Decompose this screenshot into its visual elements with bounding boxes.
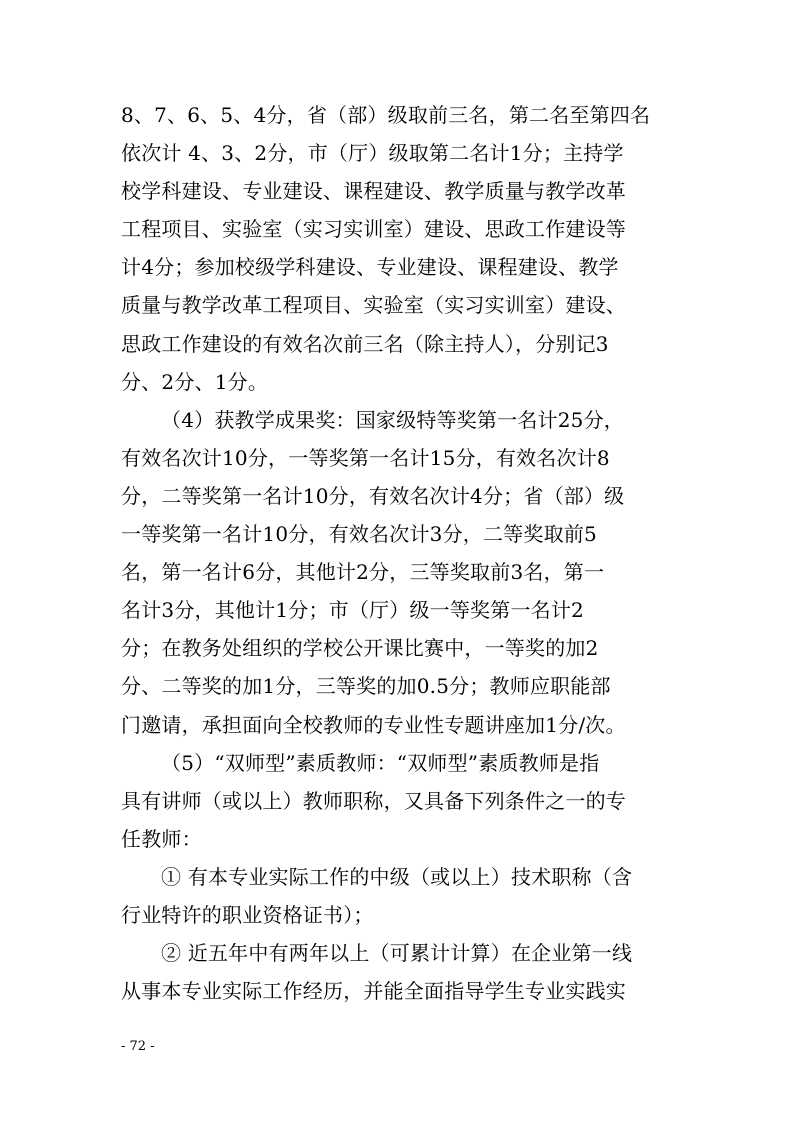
paragraph-start-line: （4）获教学成果奖：国家级特等奖第一名计25分， — [161, 407, 624, 432]
text-line: 校学科建设、专业建设、课程建设、教学质量与教学改革 — [121, 179, 626, 204]
list-item-start-line: ① 有本专业实际工作的中级（或以上）技术职称（含 — [161, 864, 633, 889]
text-line: 分、2分、1分。 — [121, 369, 269, 394]
text-line: 名计3分，其他计1分；市（厅）级一等奖第一名计2 — [121, 598, 584, 623]
text-line: 分；在教务处组织的学校公开课比赛中，一等奖的加2 — [121, 636, 599, 661]
body-text — [121, 96, 681, 1010]
text-line: 从事本专业实际工作经历，并能全面指导学生专业实践实 — [121, 979, 626, 1004]
text-line: 8、7、6、5、4分，省（部）级取前三名，第二名至第四名 — [121, 103, 651, 127]
text-line: 任教师： — [121, 826, 202, 851]
page-number: - 72 - — [121, 1039, 155, 1054]
text-line: 分、二等奖的加1分，三等奖的加0.5分；教师应职能部 — [121, 674, 611, 699]
text-line: 工程项目、实验室（实习实训室）建设、思政工作建设等 — [121, 217, 626, 242]
text-line: 质量与教学改革工程项目、实验室（实习实训室）建设、 — [121, 293, 626, 318]
text-line: 具有讲师（或以上）教师职称，又具备下列条件之一的专 — [121, 788, 626, 813]
text-line: 计4分；参加校级学科建设、专业建设、课程建设、教学 — [121, 255, 619, 280]
text-line: 门邀请，承担面向全校教师的专业性专题讲座加1分/次。 — [121, 712, 626, 737]
text-line: 分，二等奖第一名计10分，有效名次计4分；省（部）级 — [121, 483, 625, 508]
text-line: 一等奖第一名计10分，有效名次计3分，二等奖取前5 — [121, 522, 597, 547]
text-line: 依次计 4、3、2分，市（厅）级取第二名计1分；主持学 — [121, 141, 624, 166]
text-line: 思政工作建设的有效名次前三名（除主持人），分别记3 — [121, 331, 609, 356]
list-item-start-line: ② 近五年中有两年以上（可累计计算）在企业第一线 — [161, 941, 633, 966]
text-line: 行业特许的职业资格证书）； — [121, 902, 374, 927]
text-line: 有效名次计10分，一等奖第一名计15分，有效名次计8 — [121, 445, 610, 470]
paragraph-start-line: （5）“双师型”素质教师：“双师型”素质教师是指 — [161, 750, 600, 775]
text-line: 名，第一名计6分，其他计2分，三等奖取前3名，第一 — [121, 560, 605, 585]
